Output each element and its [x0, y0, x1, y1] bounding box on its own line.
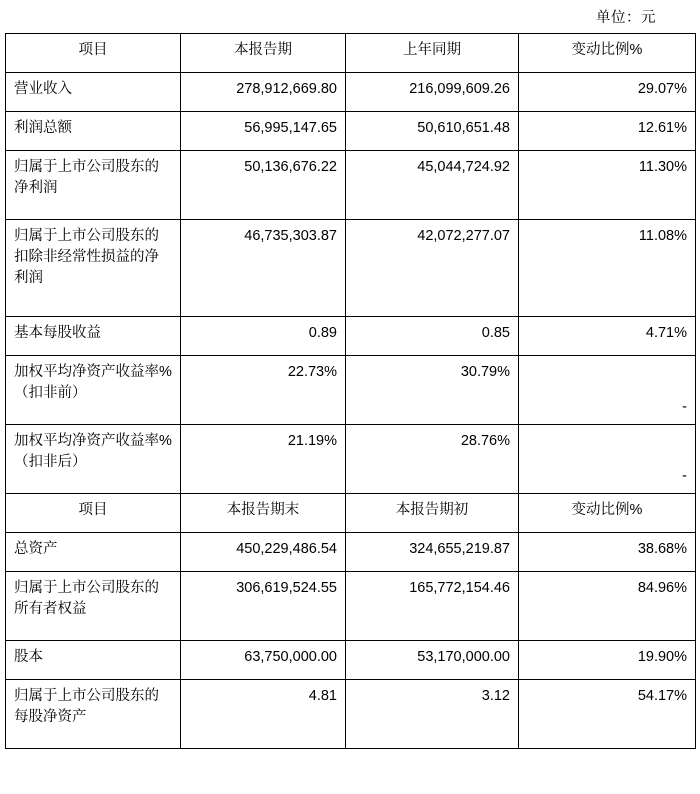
row-value-current: 278,912,669.80 [181, 73, 346, 112]
row-label: 股本 [6, 641, 181, 680]
column-header-period-end: 本报告期末 [181, 494, 346, 533]
unit-note: 单位：元 [596, 10, 656, 26]
row-value-change: 54.17% [519, 680, 696, 749]
row-value-previous: 42,072,277.07 [346, 220, 519, 317]
row-label: 基本每股收益 [6, 317, 181, 356]
row-value-current: 56,995,147.65 [181, 112, 346, 151]
column-header-change-rate: 变动比例% [519, 34, 696, 73]
row-value-previous: 0.85 [346, 317, 519, 356]
row-value-change: 38.68% [519, 533, 696, 572]
column-header-current-period: 本报告期 [181, 34, 346, 73]
table-row [6, 73, 696, 112]
table-header-row-2 [6, 494, 696, 533]
row-value-previous: 216,099,609.26 [346, 73, 519, 112]
row-value-previous: 53,170,000.00 [346, 641, 519, 680]
row-value-current: 0.89 [181, 317, 346, 356]
row-value-change: 11.30% [519, 151, 696, 220]
row-label: 利润总额 [6, 112, 181, 151]
row-value-current: 46,735,303.87 [181, 220, 346, 317]
row-value-current: 63,750,000.00 [181, 641, 346, 680]
financial-summary-table [5, 33, 696, 749]
table-row [6, 641, 696, 680]
column-header-change-rate-2: 变动比例% [519, 494, 696, 533]
row-value-change: 12.61% [519, 112, 696, 151]
column-header-period-begin: 本报告期初 [346, 494, 519, 533]
table-row [6, 425, 696, 494]
row-value-current: 22.73% [181, 356, 346, 425]
row-value-change: 4.71% [519, 317, 696, 356]
column-header-item: 项目 [6, 34, 181, 73]
row-label: 归属于上市公司股东的每股净资产 [6, 680, 181, 749]
row-value-change: 19.90% [519, 641, 696, 680]
column-header-item-2: 项目 [6, 494, 181, 533]
row-value-change: - [519, 356, 696, 425]
row-value-previous: 50,610,651.48 [346, 112, 519, 151]
table-row [6, 572, 696, 641]
row-value-change: 11.08% [519, 220, 696, 317]
row-value-current: 450,229,486.54 [181, 533, 346, 572]
row-value-change: 84.96% [519, 572, 696, 641]
table-row [6, 151, 696, 220]
row-value-previous: 45,044,724.92 [346, 151, 519, 220]
table-row [6, 317, 696, 356]
row-value-current: 50,136,676.22 [181, 151, 346, 220]
row-value-previous: 3.12 [346, 680, 519, 749]
row-label: 总资产 [6, 533, 181, 572]
row-label: 归属于上市公司股东的扣除非经常性损益的净利润 [6, 220, 181, 317]
row-label: 加权平均净资产收益率%（扣非后） [6, 425, 181, 494]
row-value-change: - [519, 425, 696, 494]
row-value-previous: 165,772,154.46 [346, 572, 519, 641]
table-header-row [6, 34, 696, 73]
row-value-current: 21.19% [181, 425, 346, 494]
row-label: 归属于上市公司股东的净利润 [6, 151, 181, 220]
table-row [6, 680, 696, 749]
row-label: 加权平均净资产收益率%（扣非前） [6, 356, 181, 425]
table-row [6, 220, 696, 317]
row-label: 营业收入 [6, 73, 181, 112]
row-value-current: 306,619,524.55 [181, 572, 346, 641]
row-value-previous: 324,655,219.87 [346, 533, 519, 572]
row-value-previous: 28.76% [346, 425, 519, 494]
table-row [6, 112, 696, 151]
column-header-previous-period: 上年同期 [346, 34, 519, 73]
row-value-previous: 30.79% [346, 356, 519, 425]
row-value-change: 29.07% [519, 73, 696, 112]
table-row [6, 533, 696, 572]
table-row [6, 356, 696, 425]
row-label: 归属于上市公司股东的所有者权益 [6, 572, 181, 641]
row-value-current: 4.81 [181, 680, 346, 749]
